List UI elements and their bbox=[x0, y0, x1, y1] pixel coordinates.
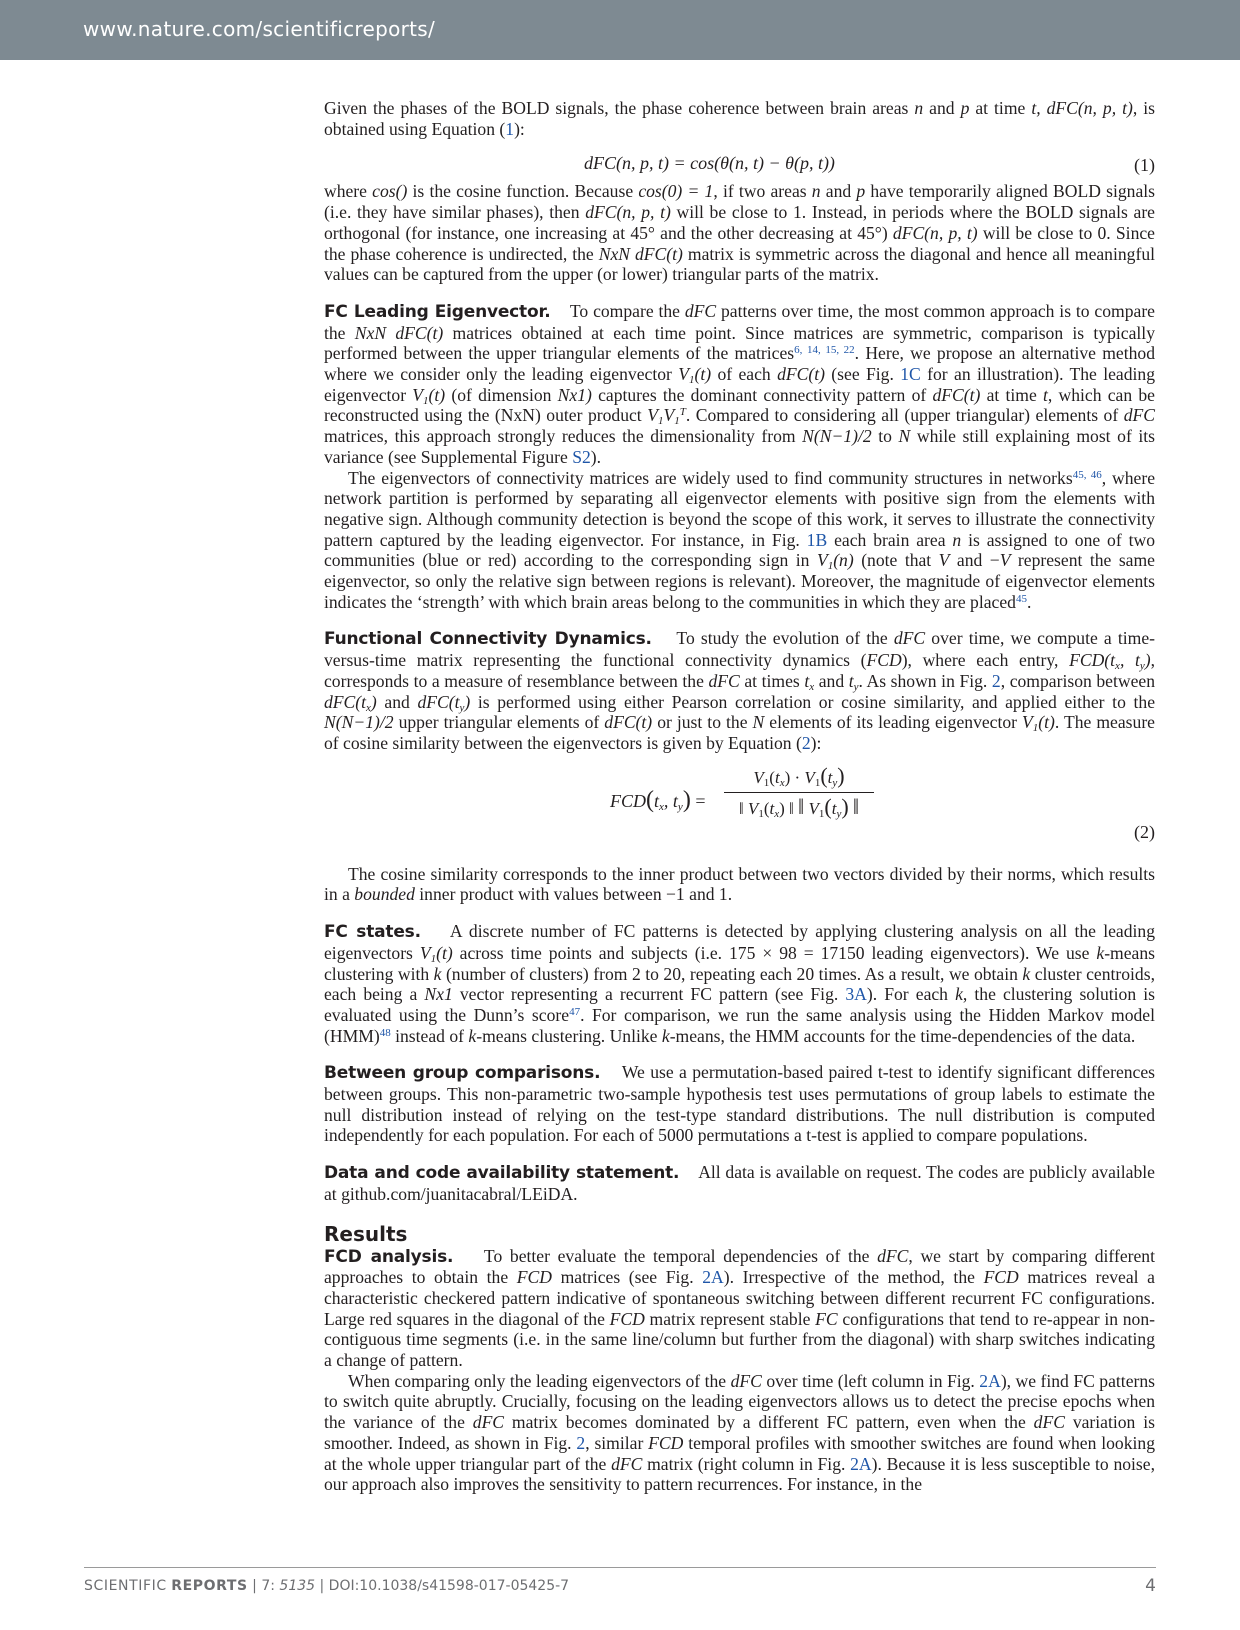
journal-name-part1: SCIENTIFIC bbox=[84, 1578, 167, 1594]
equation-1 bbox=[324, 145, 1155, 181]
page-number: 4 bbox=[1145, 1576, 1156, 1596]
footer-citation bbox=[84, 1578, 569, 1594]
section-heading: Between group comparisons. bbox=[324, 1063, 601, 1084]
site-url[interactable]: www.nature.com/scientificreports/ bbox=[83, 17, 436, 41]
figure-link[interactable]: 2 bbox=[576, 1432, 586, 1453]
citation-link[interactable]: 6, 14, 15, 22 bbox=[794, 344, 855, 357]
equation-1-number: (1) bbox=[1134, 155, 1155, 176]
equation-2 bbox=[324, 760, 1155, 860]
section-data-availability: Data and code availability statement. All data is available on request. The codes are publicly available at github.com/juanitacabral/LEiDA. bbox=[324, 1162, 1155, 1204]
paragraph-after-eq1: where cos() is the cosine function. Because cos(0) = 1, if two areas n and p have temporarily aligned BOLD signals (i.e. they have similar phases), then dFC(n, p, t) will be close to 1. Instead, in periods where the BOLD signals are orthogonal (for instance, one increasing at 45° and the other decreasing at 45°) dFC(n, p, t) will be close to 0. Since the phase coherence is undirected, the NxN dFC(t) matrix is symmetric across the diagonal and hence all meaningful values can be captured from the upper (or lower) triangular parts of the matrix. bbox=[324, 181, 1156, 285]
paragraph-cosine: The cosine similarity corresponds to the inner product between two vectors divided by their norms, which results in a bounded inner product with values between −1 and 1. bbox=[324, 863, 1155, 905]
equation-2-number: (2) bbox=[1134, 821, 1155, 842]
footer-divider bbox=[84, 1567, 1156, 1568]
equation-link[interactable]: 2 bbox=[801, 732, 811, 753]
section-heading: FCD analysis. bbox=[324, 1246, 454, 1267]
equation-link[interactable]: 1 bbox=[505, 118, 515, 139]
journal-name-part2: REPORTS bbox=[171, 1578, 248, 1594]
figure-link[interactable]: 2A bbox=[850, 1453, 872, 1474]
equation-2-lhs: $FCD(t_x$, $t_y$) = bbox=[610, 786, 706, 813]
citation-link[interactable]: 47 bbox=[569, 1005, 581, 1018]
section-heading: Functional Connectivity Dynamics. bbox=[324, 629, 652, 650]
section-fc-states: FC states. A discrete number of FC patterns is detected by applying clustering analysis on all the leading eigenvectors $V_1(t)$ across time points and subjects (i.e. 175 × 98 = 17150 leading eigenvectors). We use k-means clustering with k (number of clusters) from 2 to 20, repeating each 20 times. As a result, we obtain k cluster centroids, each being a Nx1 vector representing a recurrent FC pattern (see Fig. 3A). For each k, the clustering solution is evaluated using the Dunn’s score$^{47}$. For comparison, we run the same analysis using the Hidden Markov model (HMM)$^{48}$ instead of k-means clustering. Unlike k-means, the HMM accounts for the time-dependencies of the data. bbox=[324, 921, 1155, 1046]
equation-1-math: dFC(n, p, t) = cos(θ(n, t) − θ(p, t)) bbox=[584, 153, 835, 174]
paragraph-results-2: When comparing only the leading eigenvectors of the dFC over time (left column in Fig. 2A), we find FC patterns to switch quite abruptly. Crucially, focusing on the leading eigenvectors allows us to detect the precise epochs when the variance of the dFC matrix becomes dominated by a different FC pattern, even when the dFC variation is smoother. Indeed, as shown in Fig. 2, similar FCD temporal profiles with smoother switches are found when looking at the whole upper triangular part of the dFC matrix (right column in Fig. 2A). Because it is less susceptible to noise, our approach also improves the sensitivity to pattern recurrences. For instance, in the bbox=[324, 1370, 1156, 1495]
site-header-bar bbox=[0, 0, 1240, 60]
section-leading-eigenvector: FC Leading Eigenvector. To compare the dFC patterns over time, the most common approach is to compare the NxN dFC(t) matrices obtained at each time point. Since matrices are symmetric, comparison is typically performed between the upper triangular elements of the matrices$^{6, 14, 15, 22}$. Here, we propose an alternative method where we consider only the leading eigenvector $V_1(t)$ of each dFC(t) (see Fig. 1C for an illustration). The leading eigenvector $V_1(t)$ (of dimension Nx1) captures the dominant connectivity pattern of dFC(t) at time t, which can be reconstructed using the (NxN) outer product $V_1V_1^T$. Compared to considering all (upper triangular) elements of dFC matrices, this approach strongly reduces the dimensionality from N(N−1)/2 to N while still explaining most of its variance (see Supplemental Figure S2). bbox=[324, 300, 1156, 467]
citation-link[interactable]: 45 bbox=[1015, 592, 1027, 605]
equation-2-fraction: $\frac{V_1(t_x) \cdot V_1(t_y)}{‖ V_1(t_x) ‖ ‖ V_1(t_y) ‖}$ bbox=[724, 766, 874, 820]
article-body bbox=[324, 98, 1155, 1495]
figure-link[interactable]: 3A bbox=[845, 984, 867, 1005]
citation-link[interactable]: 45, 46 bbox=[1072, 468, 1102, 481]
figure-link[interactable]: 1B bbox=[806, 529, 828, 550]
figure-link[interactable]: 2 bbox=[991, 670, 1001, 691]
supplement-link[interactable]: S2 bbox=[572, 446, 591, 467]
section-heading: FC Leading Eigenvector. bbox=[324, 301, 551, 322]
paragraph-intro: Given the phases of the BOLD signals, the phase coherence between brain areas n and p at time t, dFC(n, p, t), is obtained using Equation (1): bbox=[324, 98, 1155, 139]
citation-link[interactable]: 48 bbox=[379, 1026, 391, 1039]
section-fcd: Functional Connectivity Dynamics. To study the evolution of the dFC over time, we compute a time-versus-time matrix representing the functional connectivity dynamics (FCD), where each entry, $FCD(t_x$, $t_y$), corresponds to a measure of resemblance between the dFC at times $t_x$ and $t_y$. As shown in Fig. 2, comparison between $dFC(t_x)$ and $dFC(t_y)$ is performed using either Pearson correlation or cosine similarity, and applied either to the N(N−1)/2 upper triangular elements of dFC(t) or just to the N elements of its leading eigenvector $V_1(t)$. The measure of cosine similarity between the eigenvectors is given by Equation (2): bbox=[324, 628, 1156, 753]
section-group-comparisons: Between group comparisons. We use a permutation-based paired t-test to identify significant differences between groups. This non-parametric two-sample hypothesis test uses permutations of group labels to estimate the null distribution instead of relying on the test-type standard distributions. The null distribution is computed independently for each population. For each of 5000 permutations a t-test is applied to compare populations. bbox=[324, 1062, 1156, 1146]
footer-article-number: 5135 bbox=[279, 1578, 316, 1594]
section-heading: Data and code availability statement. bbox=[324, 1163, 680, 1184]
section-heading: FC states. bbox=[324, 922, 421, 943]
footer-doi: | DOI:10.1038/s41598-017-05425-7 bbox=[315, 1578, 570, 1594]
section-fcd-analysis: FCD analysis. To better evaluate the temporal dependencies of the dFC, we start by comparing different approaches to obtain the FCD matrices (see Fig. 2A). Irrespective of the method, the FCD matrices reveal a characteristic checkered pattern indicative of spontaneous switching between different recurrent FC configurations. Large red squares in the diagonal of the FCD matrix represent stable FC configurations that tend to re-appear in non-contiguous time segments (i.e. in the same line/column but further from the diagonal) with sharp switches indicating a change of pattern. bbox=[324, 1245, 1156, 1371]
figure-link[interactable]: 2A bbox=[979, 1370, 1001, 1391]
figure-link[interactable]: 2A bbox=[702, 1267, 724, 1288]
paragraph-eigenvectors: The eigenvectors of connectivity matrices are widely used to find community structures in networks$^{45, 46}$, where network partition is performed by separating all eigenvector elements with positive sign from the elements with negative sign. Although community detection is beyond the scope of this work, it serves to illustrate the connectivity pattern captured by the leading eigenvector. For instance, in Fig. 1B each brain area n is assigned to one of two communities (blue or red) according to the corresponding sign in $V_1(n)$ (note that V and −V represent the same eigenvector, so only the relative sign between regions is relevant). Moreover, the magnitude of eigenvector elements indicates the ‘strength’ with which brain areas belong to the communities in which they are placed$^{45}$. bbox=[324, 467, 1156, 612]
figure-link[interactable]: 1C bbox=[900, 364, 921, 385]
results-heading: Results bbox=[324, 1221, 408, 1246]
footer-volume: | 7: bbox=[247, 1578, 280, 1594]
